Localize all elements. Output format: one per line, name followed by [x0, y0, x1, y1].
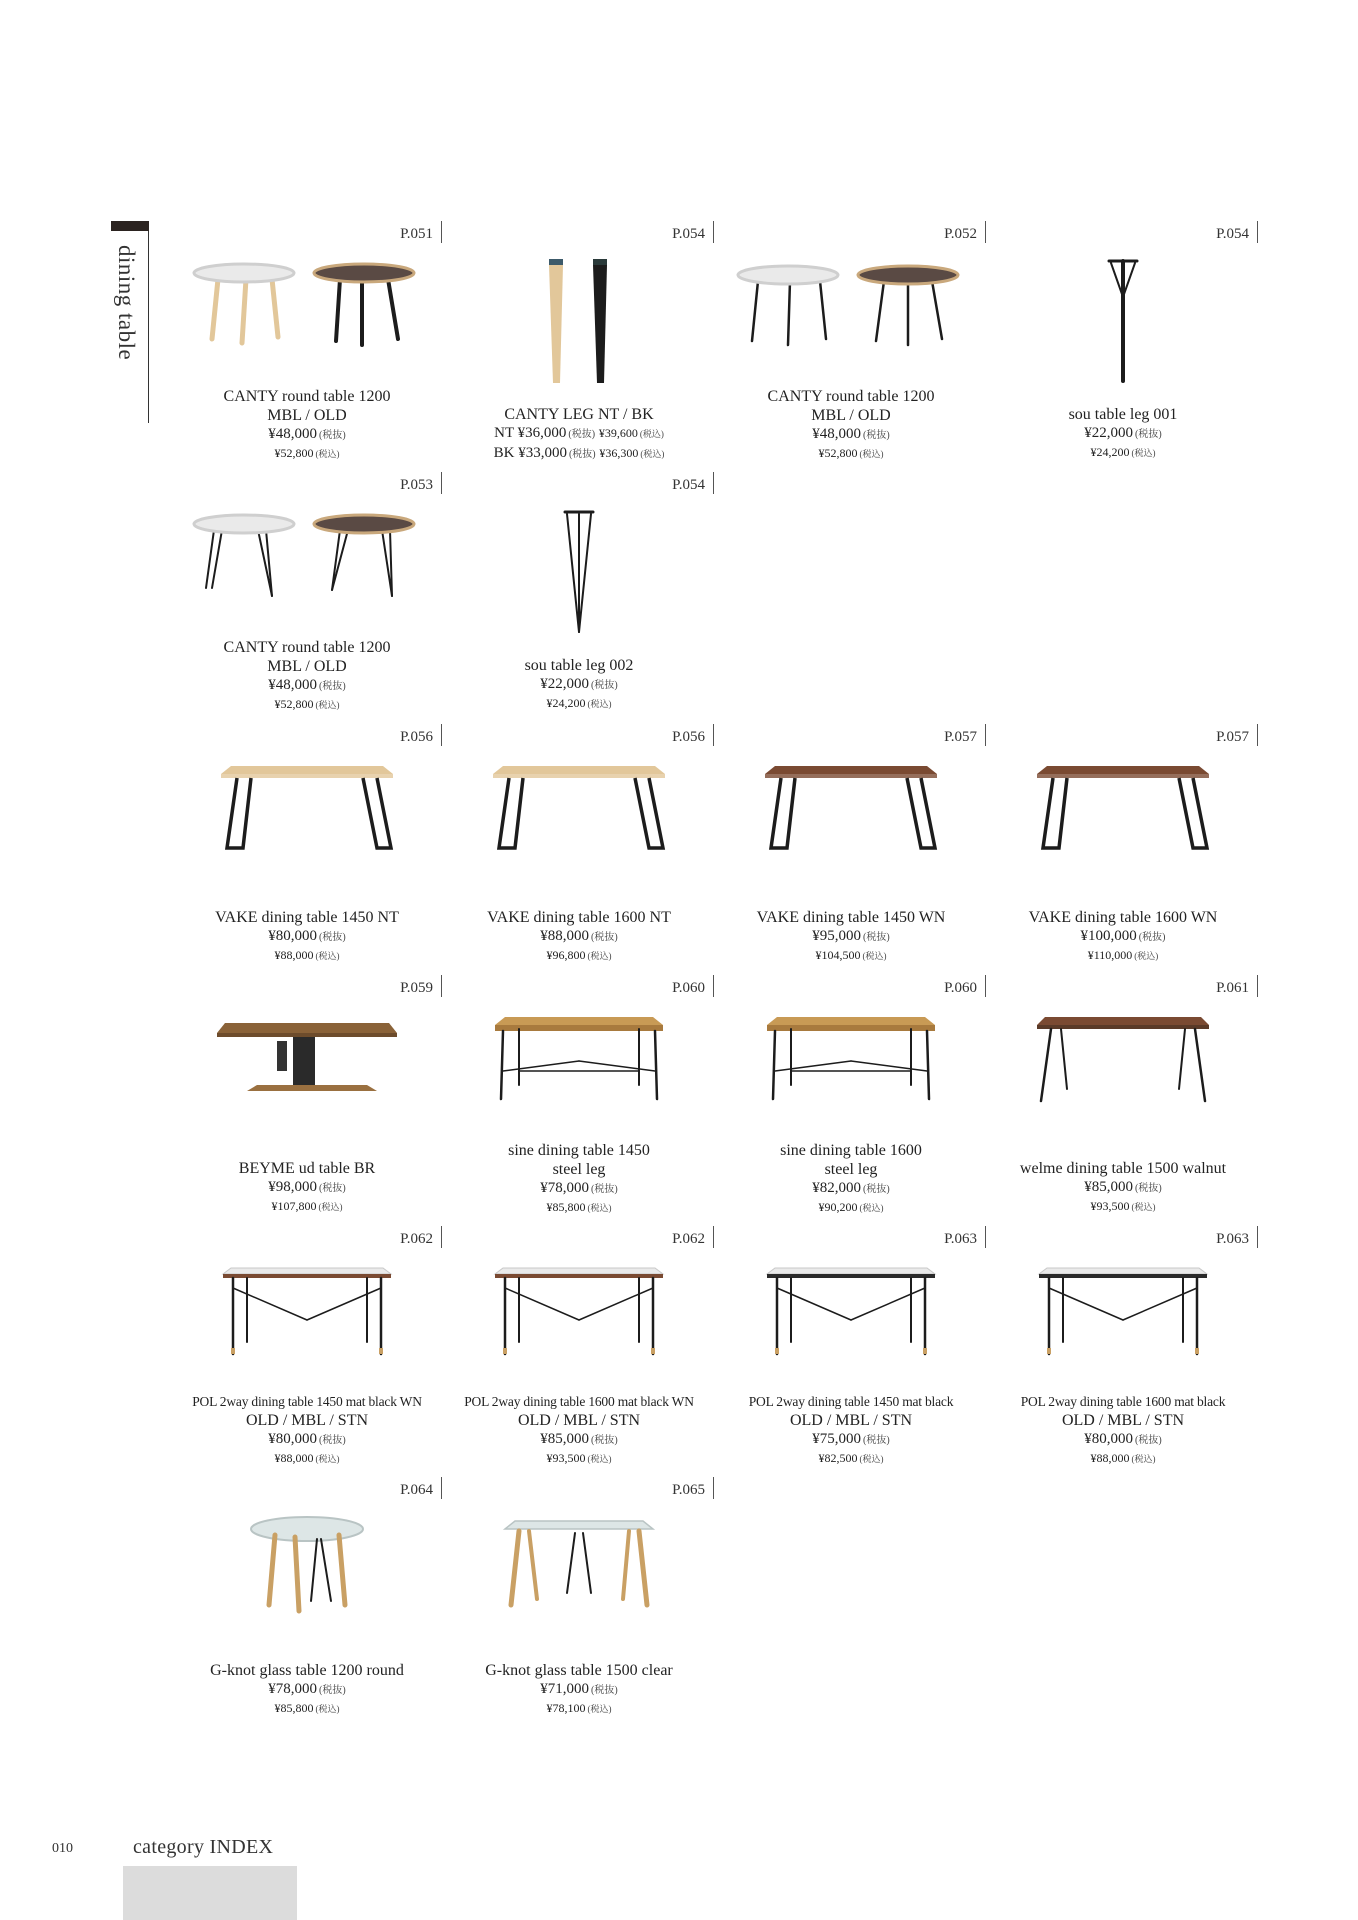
tax-in-label: (税込)	[1131, 1454, 1156, 1464]
product-name: POL 2way dining table 1600 mat black WN	[464, 1394, 694, 1409]
tax-in-label: (税込)	[318, 1202, 343, 1212]
product-cell	[716, 724, 986, 970]
price-in-row	[428, 695, 730, 713]
product-name: BEYME ud table BR	[238, 1160, 376, 1177]
product-cell	[444, 724, 714, 970]
price-in-tax: ¥107,800	[271, 1199, 317, 1213]
sine-dining-table-icon	[716, 1011, 986, 1141]
product-info	[156, 387, 458, 463]
footer-block	[123, 1866, 297, 1920]
tax-ex-label: (税抜)	[591, 1435, 618, 1446]
price-in-row	[700, 1199, 1002, 1217]
pol-2way-table-black-icon	[716, 1262, 986, 1392]
price-ex-row	[428, 1179, 730, 1199]
price-ex-row	[428, 1430, 730, 1450]
page-reference[interactable]: P.054	[672, 472, 714, 494]
product-variant: OLD / MBL / STN	[517, 1412, 641, 1429]
price-in-row	[700, 947, 1002, 965]
product-cell	[716, 975, 986, 1221]
tax-ex-label: (税抜)	[863, 1435, 890, 1446]
page-reference[interactable]: P.059	[400, 975, 442, 997]
price-ex-row	[428, 1680, 730, 1700]
product-name: welme dining table 1500 walnut	[1019, 1160, 1227, 1177]
round-table-pair-wood-legs-icon	[172, 257, 442, 387]
tax-ex-label: (税抜)	[319, 1183, 346, 1194]
price-ex-tax: ¥88,000	[540, 928, 590, 944]
price-ex-tax: ¥100,000	[1080, 928, 1137, 944]
product-variant: steel leg	[824, 1161, 878, 1178]
product-info	[700, 1392, 1002, 1468]
product-variant: OLD / MBL / STN	[789, 1412, 913, 1429]
price-in-tax: ¥36,300	[599, 446, 639, 460]
price-ex-row	[700, 1179, 1002, 1199]
pol-2way-table-wn-icon	[444, 1262, 714, 1392]
tax-in-label: (税込)	[639, 429, 664, 439]
page-reference[interactable]: P.053	[400, 472, 442, 494]
product-name: sine dining table 1450	[508, 1142, 650, 1159]
tax-in-label: (税込)	[1131, 448, 1156, 458]
price-in-tax: ¥78,100	[546, 1701, 586, 1715]
tax-ex-label: (税抜)	[1135, 1183, 1162, 1194]
g-knot-glass-clear-icon	[444, 1513, 714, 1643]
category-tab-rule	[148, 231, 149, 423]
tax-in-label: (税込)	[859, 449, 884, 459]
tax-in-label: (税込)	[859, 1203, 884, 1213]
tax-ex-label: (税抜)	[319, 1685, 346, 1696]
price-in-row	[156, 445, 458, 463]
tax-in-label: (税込)	[587, 1203, 612, 1213]
price-in-tax: ¥90,200	[818, 1200, 858, 1214]
price-ex-row	[156, 927, 458, 947]
round-table-pair-steel-legs-icon	[716, 257, 986, 387]
product-name: VAKE dining table 1450 NT	[215, 909, 399, 926]
product-info	[156, 1159, 458, 1216]
price-in-tax: ¥52,800	[818, 446, 858, 460]
price-ex-row	[156, 676, 458, 696]
tax-in-label: (税込)	[587, 951, 612, 961]
category-tab-bar	[111, 221, 149, 231]
product-info	[428, 1661, 730, 1718]
price-ex-row	[156, 1178, 458, 1198]
price-ex-tax: ¥71,000	[540, 1681, 590, 1697]
vake-table-wn-icon	[716, 760, 986, 890]
price-in-tax: ¥52,800	[274, 446, 314, 460]
price-label: BK	[493, 445, 515, 461]
tax-ex-label: (税抜)	[1135, 429, 1162, 440]
product-info	[972, 405, 1274, 462]
page-reference[interactable]: P.062	[400, 1226, 442, 1248]
g-knot-glass-round-icon	[172, 1513, 442, 1643]
tax-in-label: (税込)	[640, 449, 665, 459]
price-ex-row	[428, 675, 730, 695]
product-info	[972, 1392, 1274, 1468]
product-info	[428, 656, 730, 713]
page-reference[interactable]: P.060	[672, 975, 714, 997]
price-ex-tax: ¥36,000	[517, 425, 567, 441]
price-ex-tax: ¥78,000	[268, 1681, 318, 1697]
price-ex-tax: ¥22,000	[1084, 425, 1134, 441]
price-in-row	[428, 1199, 730, 1217]
product-info	[428, 1141, 730, 1217]
tax-ex-label: (税抜)	[319, 430, 346, 441]
price-ex-row	[972, 1430, 1274, 1450]
product-name: VAKE dining table 1450 WN	[756, 909, 946, 926]
product-cell	[172, 472, 442, 718]
beyme-ud-table-icon	[172, 1011, 442, 1141]
sou-table-leg-002-icon	[444, 508, 714, 638]
price-in-tax: ¥85,800	[274, 1701, 314, 1715]
tax-ex-label: (税抜)	[591, 1685, 618, 1696]
price-ex-row	[428, 927, 730, 947]
price-ex-tax: ¥98,000	[268, 1179, 318, 1195]
price-ex-tax: ¥48,000	[812, 426, 862, 442]
tax-in-label: (税込)	[587, 1454, 612, 1464]
product-info	[156, 908, 458, 965]
product-info	[972, 908, 1274, 965]
product-cell	[172, 221, 442, 467]
tax-ex-label: (税抜)	[591, 932, 618, 943]
price-ex-row	[156, 425, 458, 445]
page-reference[interactable]: P.056	[672, 724, 714, 746]
price-in-row	[700, 1450, 1002, 1468]
product-cell	[988, 975, 1258, 1221]
table-leg-pair-nt-bk-icon	[444, 257, 714, 387]
price-in-tax: ¥88,000	[1090, 1451, 1130, 1465]
product-name: VAKE dining table 1600 WN	[1028, 909, 1218, 926]
price-ex-tax: ¥80,000	[268, 928, 318, 944]
product-cell	[444, 975, 714, 1221]
product-name: VAKE dining table 1600 NT	[487, 909, 671, 926]
page-reference[interactable]: P.057	[1216, 724, 1258, 746]
product-variant: OLD / MBL / STN	[245, 1412, 369, 1429]
price-in-tax: ¥93,500	[1090, 1199, 1130, 1213]
price-in-row	[972, 1198, 1274, 1216]
tax-ex-label: (税抜)	[591, 1184, 618, 1195]
price-ex-tax: ¥95,000	[812, 928, 862, 944]
price-in-row	[428, 1450, 730, 1468]
product-info	[428, 908, 730, 965]
tax-in-label: (税込)	[315, 951, 340, 961]
tax-ex-label: (税抜)	[1138, 932, 1166, 943]
tax-in-label: (税込)	[859, 1454, 884, 1464]
product-name: G-knot glass table 1200 round	[210, 1662, 404, 1679]
tax-ex-label: (税抜)	[591, 680, 618, 691]
price-ex-tax: ¥78,000	[540, 1180, 590, 1196]
price-ex-row	[972, 927, 1274, 947]
price-ex-tax: ¥82,000	[812, 1180, 862, 1196]
round-table-pair-hairpin-legs-icon	[172, 508, 442, 638]
product-cell	[988, 221, 1258, 467]
pol-2way-table-black-icon	[988, 1262, 1258, 1392]
product-variant: MBL / OLD	[811, 407, 891, 424]
product-info	[428, 1392, 730, 1468]
price-in-row	[428, 1700, 730, 1718]
product-name: sine dining table 1600	[780, 1142, 922, 1159]
price-in-tax: ¥82,500	[818, 1451, 858, 1465]
price-in-row	[972, 444, 1274, 462]
tax-ex-label: (税抜)	[319, 1435, 346, 1446]
product-cell	[444, 1477, 714, 1723]
page-reference[interactable]: P.057	[944, 724, 986, 746]
price-in-tax: ¥88,000	[274, 1451, 314, 1465]
page-reference[interactable]: P.056	[400, 724, 442, 746]
footer-title: category INDEX	[133, 1836, 274, 1858]
product-info	[156, 638, 458, 714]
price-ex-row	[156, 1680, 458, 1700]
price-ex-row	[972, 424, 1274, 444]
price-in-row	[156, 1450, 458, 1468]
product-name: CANTY round table 1200	[767, 388, 935, 405]
price-ex-row	[156, 1430, 458, 1450]
page-reference[interactable]: P.054	[1216, 221, 1258, 243]
price-ex-tax: ¥48,000	[268, 426, 318, 442]
tax-in-label: (税込)	[1131, 1202, 1156, 1212]
tax-in-label: (税込)	[315, 1704, 340, 1714]
price-ex-row	[700, 425, 1002, 445]
tax-ex-label: (税抜)	[568, 429, 596, 440]
tax-ex-label: (税抜)	[568, 449, 596, 460]
price-ex-tax: ¥48,000	[268, 677, 318, 693]
product-cell	[988, 1226, 1258, 1472]
price-ex-tax: ¥75,000	[812, 1431, 862, 1447]
tax-ex-label: (税抜)	[863, 1184, 890, 1195]
page-reference[interactable]: P.051	[400, 221, 442, 243]
price-in-tax: ¥96,800	[546, 948, 586, 962]
product-cell	[444, 221, 714, 467]
vake-table-wn-icon	[988, 760, 1258, 890]
tax-in-label: (税込)	[587, 1704, 612, 1714]
product-variant: steel leg	[552, 1161, 606, 1178]
product-info	[700, 908, 1002, 965]
price-in-row	[156, 947, 458, 965]
price-in-row	[972, 1450, 1274, 1468]
product-cell	[172, 724, 442, 970]
price-ex-tax: ¥85,000	[540, 1431, 590, 1447]
product-cell	[172, 1477, 442, 1723]
price-in-tax: ¥110,000	[1087, 948, 1133, 962]
price-in-tax: ¥88,000	[274, 948, 314, 962]
tax-ex-label: (税抜)	[863, 430, 890, 441]
product-name: POL 2way dining table 1600 mat black	[1020, 1394, 1226, 1409]
pol-2way-table-wn-icon	[172, 1262, 442, 1392]
vake-table-nt-icon	[172, 760, 442, 890]
tax-ex-label: (税抜)	[1135, 1435, 1162, 1446]
price-ex-tax: ¥85,000	[1084, 1179, 1134, 1195]
product-cell	[716, 221, 986, 467]
page-reference[interactable]: P.065	[672, 1477, 714, 1499]
product-cell	[172, 1226, 442, 1472]
product-name: sou table leg 001	[1068, 406, 1178, 423]
price-row	[428, 444, 730, 464]
price-in-tax: ¥104,500	[815, 948, 861, 962]
price-in-tax: ¥39,600	[598, 426, 638, 440]
price-row	[428, 424, 730, 444]
product-info	[428, 405, 730, 464]
product-name: CANTY round table 1200	[223, 388, 391, 405]
category-tab	[111, 221, 149, 423]
product-name: G-knot glass table 1500 clear	[485, 1662, 673, 1679]
category-label: dining table	[114, 245, 139, 361]
product-variant: OLD / MBL / STN	[1061, 1412, 1185, 1429]
price-ex-tax: ¥22,000	[540, 676, 590, 692]
price-in-tax: ¥85,800	[546, 1200, 586, 1214]
product-cell	[716, 1226, 986, 1472]
page-reference[interactable]: P.052	[944, 221, 986, 243]
product-cell	[444, 1226, 714, 1472]
price-in-tax: ¥93,500	[546, 1451, 586, 1465]
price-in-row	[972, 947, 1274, 965]
price-in-row	[156, 1198, 458, 1216]
product-name: POL 2way dining table 1450 mat black	[748, 1394, 954, 1409]
tax-in-label: (税込)	[1134, 951, 1159, 961]
page-reference[interactable]: P.063	[1216, 1226, 1258, 1248]
tax-ex-label: (税抜)	[319, 932, 346, 943]
sou-table-leg-001-icon	[988, 257, 1258, 387]
product-info	[700, 1141, 1002, 1217]
product-info	[972, 1159, 1274, 1216]
tax-ex-label: (税抜)	[863, 932, 890, 943]
page-reference[interactable]: P.060	[944, 975, 986, 997]
price-in-row	[156, 1700, 458, 1718]
tax-in-label: (税込)	[315, 449, 340, 459]
tax-in-label: (税込)	[587, 699, 612, 709]
tax-in-label: (税込)	[862, 951, 887, 961]
product-name: CANTY round table 1200	[223, 639, 391, 656]
vake-table-nt-icon	[444, 760, 714, 890]
sine-dining-table-icon	[444, 1011, 714, 1141]
tax-in-label: (税込)	[315, 1454, 340, 1464]
price-label: NT	[494, 425, 514, 441]
product-name: sou table leg 002	[524, 657, 634, 674]
price-in-tax: ¥24,200	[546, 696, 586, 710]
page-reference[interactable]: P.062	[672, 1226, 714, 1248]
tax-ex-label: (税抜)	[319, 681, 346, 692]
product-info	[156, 1661, 458, 1718]
product-cell	[444, 472, 714, 718]
product-cell	[988, 724, 1258, 970]
price-ex-row	[972, 1178, 1274, 1198]
price-in-tax: ¥52,800	[274, 697, 314, 711]
product-variant: MBL / OLD	[267, 658, 347, 675]
page-reference[interactable]: P.064	[400, 1477, 442, 1499]
product-info	[700, 387, 1002, 463]
price-ex-tax: ¥80,000	[268, 1431, 318, 1447]
product-variant: MBL / OLD	[267, 407, 347, 424]
page-reference[interactable]: P.054	[672, 221, 714, 243]
page-number: 010	[52, 1841, 73, 1856]
product-name: CANTY LEG NT / BK	[504, 406, 654, 423]
price-ex-row	[700, 927, 1002, 947]
price-ex-tax: ¥33,000	[518, 445, 567, 461]
price-in-row	[156, 696, 458, 714]
page-reference[interactable]: P.061	[1216, 975, 1258, 997]
price-ex-row	[700, 1430, 1002, 1450]
tax-in-label: (税込)	[315, 700, 340, 710]
product-info	[156, 1392, 458, 1468]
welme-dining-table-icon	[988, 1011, 1258, 1141]
price-in-row	[700, 445, 1002, 463]
price-in-row	[428, 947, 730, 965]
product-name: POL 2way dining table 1450 mat black WN	[192, 1394, 422, 1409]
page-reference[interactable]: P.063	[944, 1226, 986, 1248]
price-ex-tax: ¥80,000	[1084, 1431, 1134, 1447]
price-in-tax: ¥24,200	[1090, 445, 1130, 459]
product-cell	[172, 975, 442, 1221]
